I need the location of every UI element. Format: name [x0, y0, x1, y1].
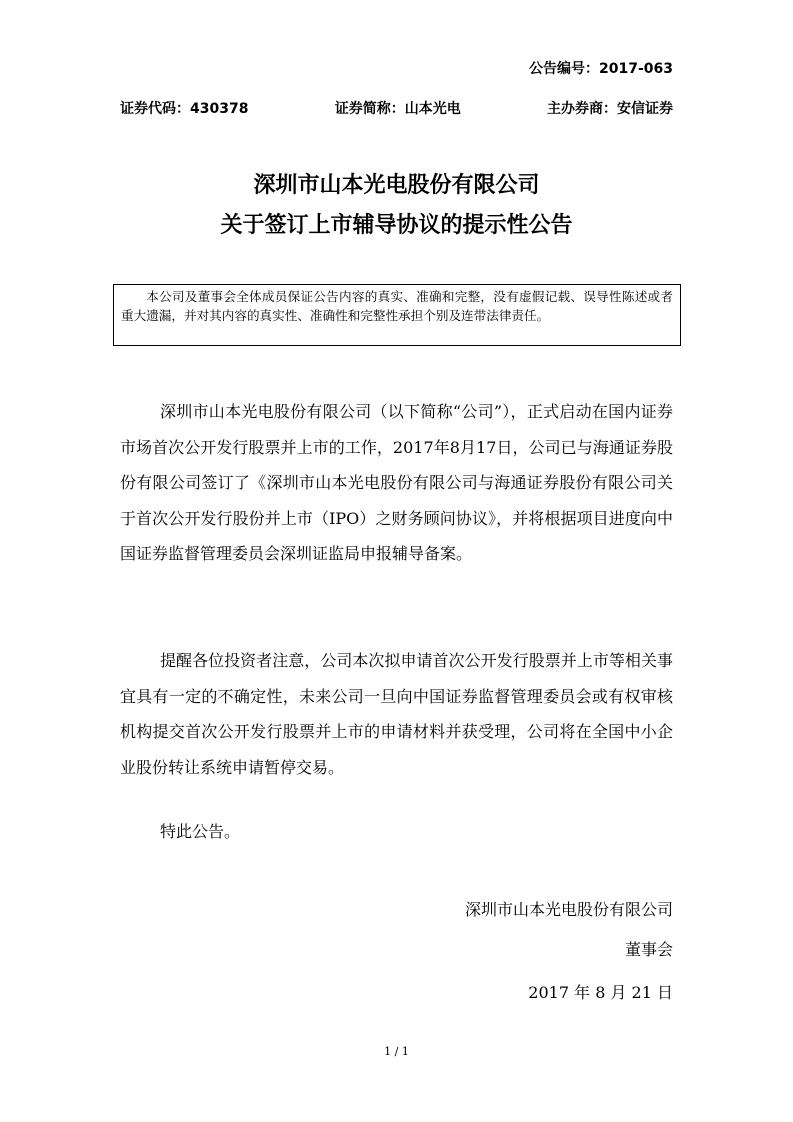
notice-number: 公告编号：2017-063	[529, 61, 673, 77]
sponsor-broker: 主办券商：安信证券	[546, 101, 673, 117]
title-line-2: 关于签订上市辅导协议的提示性公告	[220, 213, 573, 238]
security-abbreviation: 证券简称：山本光电	[334, 101, 461, 117]
disclaimer-text: 本公司及董事会全体成员保证公告内容的真实、准确和完整，没有虚假记载、误导性陈述或者重大遗漏，并对其内容的真实性、准确性和完整性承担个别及连带法律责任。	[121, 289, 673, 323]
disclaimer-box	[113, 284, 681, 346]
signature-company: 深圳市山本光电股份有限公司	[464, 900, 673, 919]
signature-date: 2017 年 8 月 21 日	[528, 983, 673, 1002]
security-info-row	[120, 98, 673, 118]
signature-board: 董事会	[624, 940, 673, 959]
body-paragraph-1: 深圳市山本光电股份有限公司（以下简称“公司”），正式启动在国内证券市场首次公开发行股票并上市的工作，2017年8月17日，公司已与海通证券股份有限公司签订了《深圳市山本光电股份有限公司与海通证券股份有限公司关于首次公开发行股份并上市（IPO）之财务顾问协议》，并将根据项目进度向中国证券监督管理委员会深圳证监局申报辅导备案。	[120, 402, 673, 563]
security-code: 证券代码：430378	[120, 101, 249, 117]
closing-text: 特此公告。	[160, 822, 241, 841]
body-paragraph-2: 提醒各位投资者注意，公司本次拟申请首次公开发行股票并上市等相关事宜具有一定的不确定性，未来公司一旦向中国证券监督管理委员会或有权审核机构提交首次公开发行股票并上市的申请材料并获受理，公司将在全国中小企业股份转让系统申请暂停交易。	[120, 651, 673, 777]
page-number: 1 / 1	[384, 1045, 409, 1058]
title-line-1: 深圳市山本光电股份有限公司	[253, 173, 540, 198]
closing-block	[120, 814, 673, 850]
body-paragraph-2-block	[120, 643, 673, 785]
body-paragraph-1-block	[120, 394, 673, 572]
